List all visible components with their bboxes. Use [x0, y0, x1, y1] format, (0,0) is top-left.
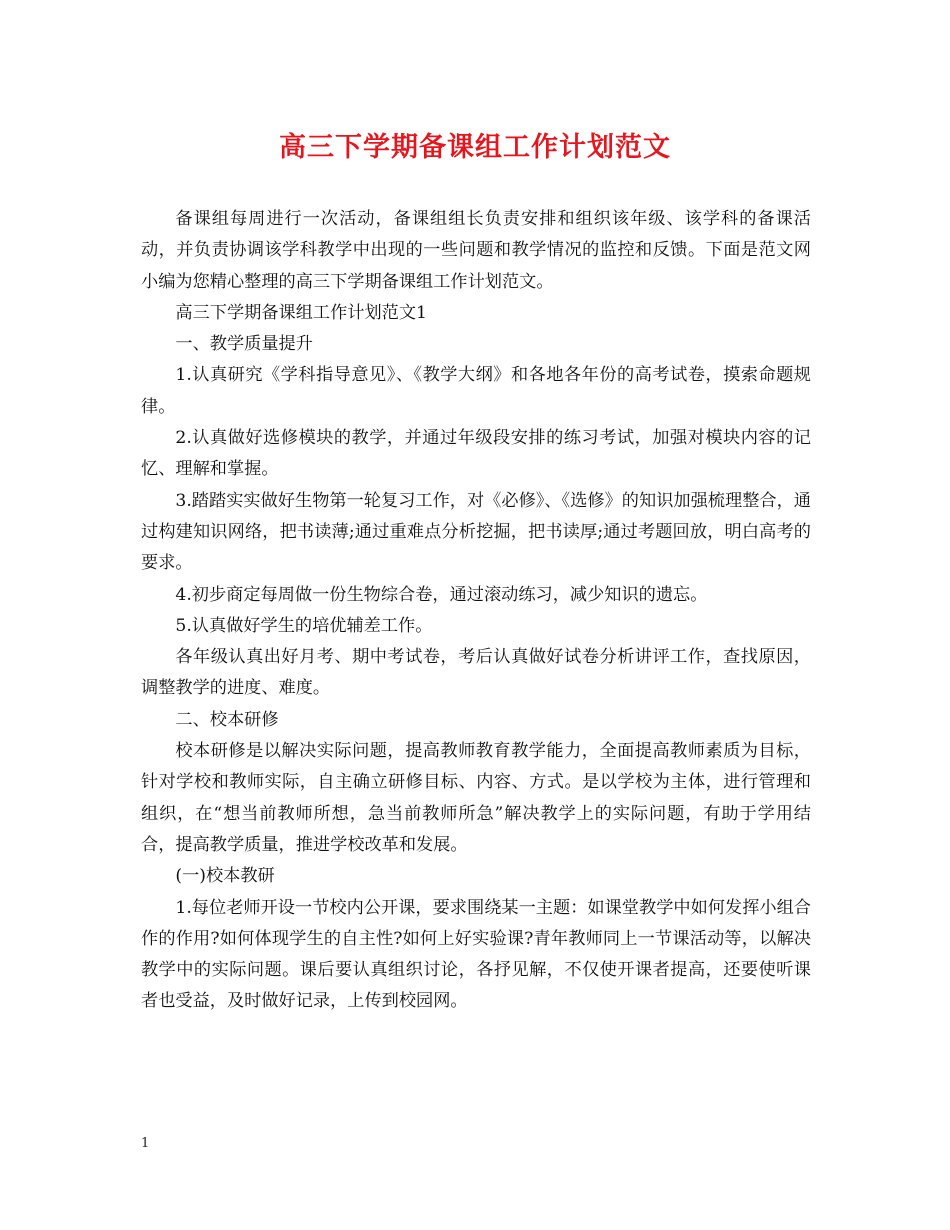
document-body: [141, 204, 811, 1018]
item-3-paragraph: 3.踏踏实实做好生物第一轮复习工作，对《必修》、《选修》的知识加强梳理整合，通过构建知识网络，把书读薄;通过重难点分析挖掘，把书读厚;通过考题回放，明白高考的要求。: [141, 490, 811, 574]
exam-paragraph: 各年级认真出好月考、期中考试卷，考后认真做好试卷分析讲评工作，查找原因，调整教学的进度、难度。: [141, 647, 811, 699]
page-number: 1: [141, 1136, 150, 1151]
heading-school-training: 二、校本研修: [175, 709, 279, 730]
item-1-paragraph: 1.认真研究《学科指导意见》、《教学大纲》和各地各年份的高考试卷，摸索命题规律。: [141, 365, 811, 417]
item-5-paragraph: 5.认真做好学生的培优辅差工作。: [175, 615, 433, 636]
heading-teaching-quality: 一、教学质量提升: [175, 334, 313, 355]
school-training-paragraph: 校本研修是以解决实际问题，提高教师教育教学能力，全面提高教师素质为目标，针对学校和教师实际，自主确立研修目标、内容、方式。是以学校为主体，进行管理和组织，在“想当前教师所想，急当前教师所急”解决教学上的实际问题，有助于学用结合，提高教学质量，推进学校改革和发展。: [141, 741, 811, 855]
item-2-paragraph: 2.认真做好选修模块的教学，并通过年级段安排的练习考试，加强对模块内容的记忆、理解和掌握。: [141, 428, 811, 480]
item-4-paragraph: 4.初步商定每周做一份生物综合卷，通过滚动练习，减少知识的遗忘。: [175, 584, 708, 605]
research-item-1-paragraph: 1.每位老师开设一节校内公开课，要求围绕某一主题：如课堂教学中如何发挥小组合作的作用?如何体现学生的自主性?如何上好实验课?青年教师同上一节课活动等，以解决教学中的实际问题。课后要认真组织讨论，各抒见解，不仅使开课者提高，还要使听课者也受益，及时做好记录，上传到校园网。: [141, 897, 811, 1012]
heading-school-research: (一)校本教研: [175, 866, 275, 887]
section-heading-plan-1: 高三下学期备课组工作计划范文1: [175, 302, 427, 323]
intro-paragraph: 备课组每周进行一次活动，备课组组长负责安排和组织该年级、该学科的备课活动，并负责协调该学科教学中出现的一些问题和教学情况的监控和反馈。下面是范文网小编为您精心整理的高三下学期备课组工作计划范文。: [141, 209, 811, 292]
document-title: 高三下学期备课组工作计划范文: [279, 132, 671, 163]
